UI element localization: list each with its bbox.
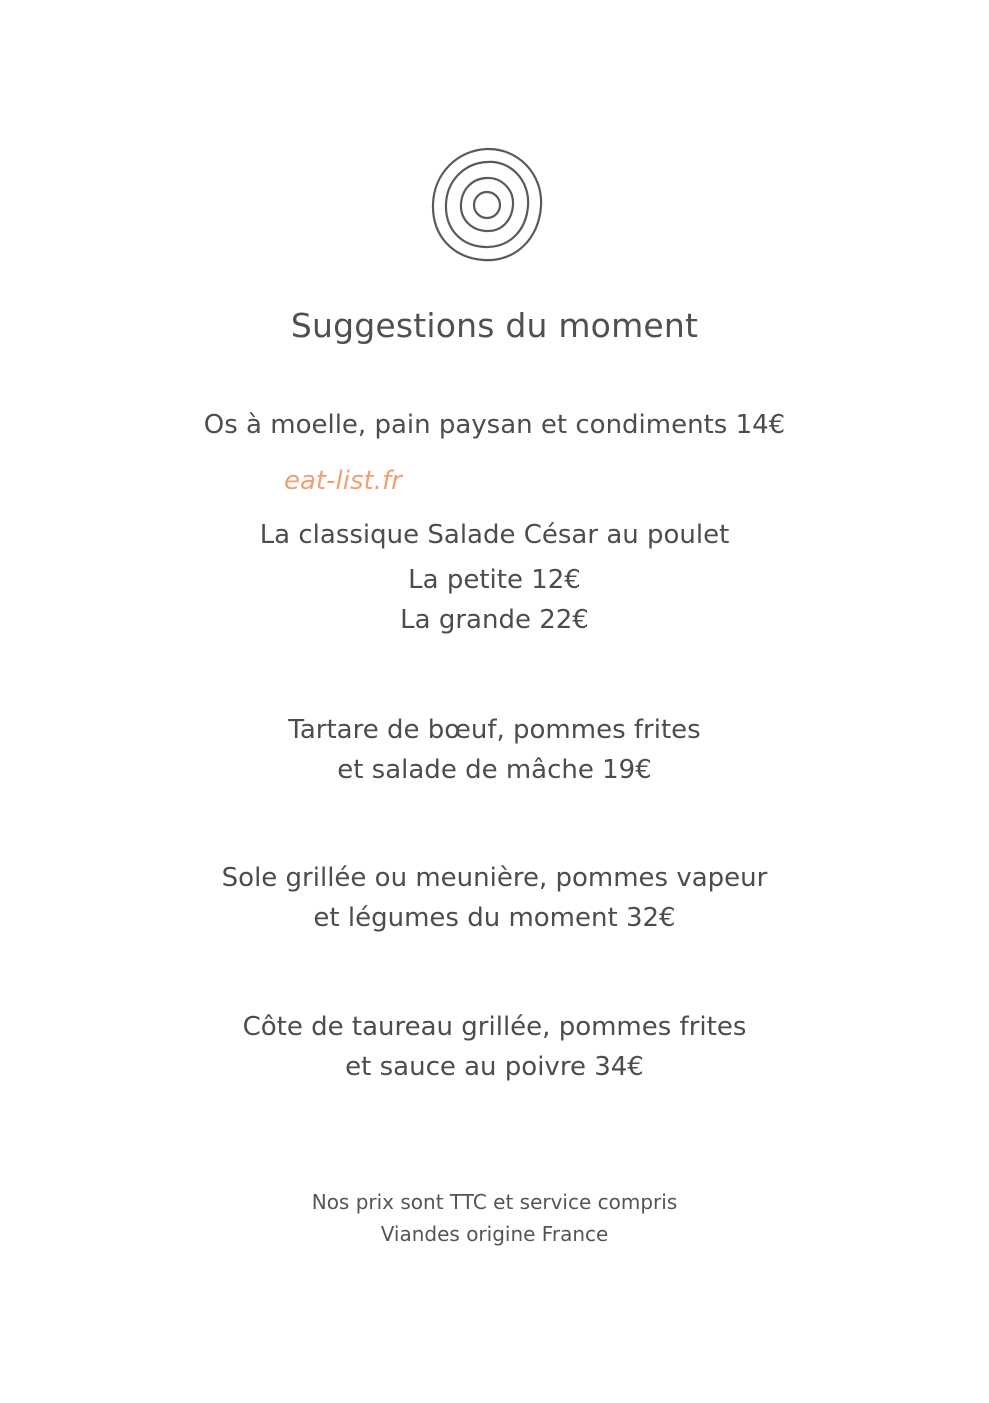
item-salade-cesar-petite: La petite 12€: [408, 565, 581, 595]
item-sole-line2: et légumes du moment 32€: [313, 903, 676, 933]
footer-prices-note: Nos prix sont TTC et service compris: [311, 1190, 678, 1214]
item-salade-cesar-title: La classique Salade César au poulet: [259, 520, 730, 550]
footer-origin-note: Viandes origine France: [380, 1222, 609, 1246]
item-tartare-line2: et salade de mâche 19€: [337, 755, 652, 785]
item-os-a-moelle: Os à moelle, pain paysan et condiments 14€: [203, 410, 786, 440]
item-sole-line1: Sole grillée ou meunière, pommes vapeur: [221, 863, 768, 893]
item-salade-cesar-grande: La grande 22€: [400, 605, 589, 635]
item-cote-taureau-line1: Côte de taureau grillée, pommes frites: [242, 1012, 747, 1042]
item-cote-taureau-line2: et sauce au poivre 34€: [345, 1052, 644, 1082]
item-tartare-line1: Tartare de bœuf, pommes frites: [288, 715, 701, 745]
concentric-rings-logo-icon: [429, 146, 545, 264]
menu-title: Suggestions du moment: [290, 306, 699, 345]
watermark-text: eat-list.fr: [284, 466, 402, 496]
